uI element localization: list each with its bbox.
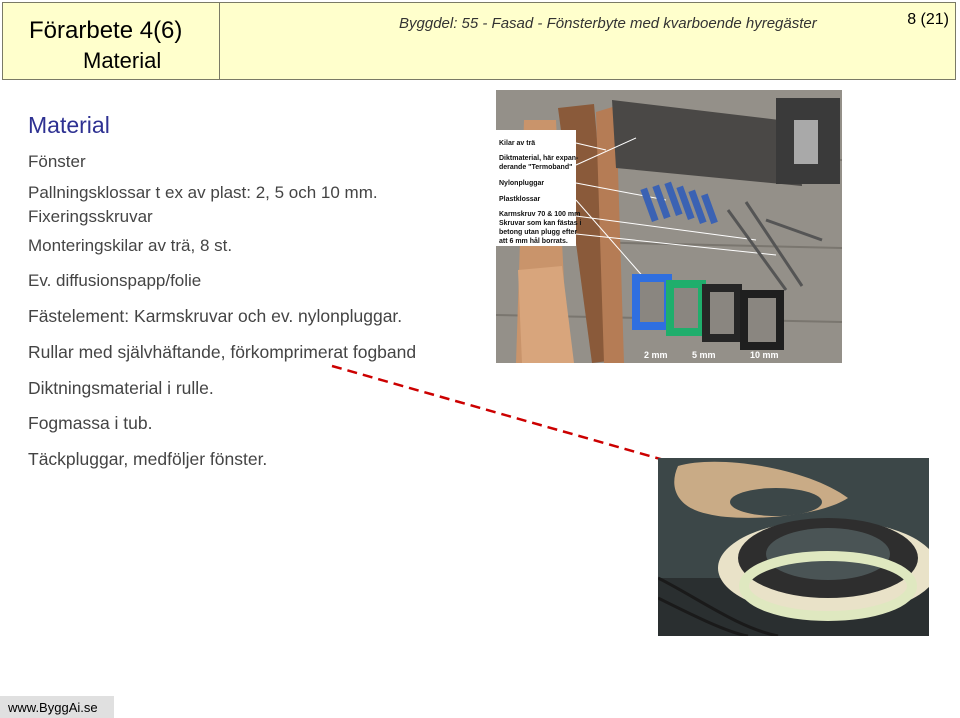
photo-label: att 6 mm hål borrats. (499, 238, 568, 245)
size-label: 5 mm (692, 350, 716, 360)
header-title: Förarbete 4(6) (29, 17, 183, 44)
size-label: 10 mm (750, 350, 779, 360)
text-line: Diktningsmaterial i rulle. (28, 378, 214, 398)
section-title: Material (28, 112, 110, 138)
text-line: Fogmassa i tub. (28, 413, 153, 433)
photo-label: Plastklossar (499, 196, 541, 203)
header-subtitle-title: Material (83, 48, 162, 73)
text-line: Fönster (28, 152, 86, 171)
size-label: 2 mm (644, 350, 668, 360)
page-number: 8 (21) (907, 11, 949, 28)
text-line: Fixeringsskruvar (28, 207, 153, 226)
photo-label: Karmskruv 70 & 100 mm (499, 211, 581, 218)
footer-url: www.ByggAi.se (8, 700, 98, 715)
text-line: Monteringskilar av trä, 8 st. (28, 236, 233, 255)
photo-label: derande "Termoband" (499, 164, 573, 171)
text-line: Täckpluggar, medföljer fönster. (28, 449, 268, 469)
photo-label: betong utan plugg efter (499, 229, 578, 236)
photo-label: Kilar av trä (499, 140, 536, 147)
photo-label: Skruvar som kan fästas i (499, 220, 582, 227)
text-line: Pallningsklossar t ex av plast: 2, 5 och 10 mm. (28, 183, 378, 202)
text-line: Ev. diffusionspapp/folie (28, 271, 202, 290)
footer-badge (0, 696, 114, 718)
header-building-part: Byggdel: 55 - Fasad - Fönsterbyte med kvarboende hyregäster (399, 15, 817, 32)
text-line: Rullar med självhäftande, förkomprimerat fogband (28, 342, 417, 362)
photo-label: Nylonpluggar (499, 180, 545, 187)
tape-rolls-photo (658, 458, 929, 636)
photo-label: Diktmaterial, här expan- (499, 155, 579, 162)
text-line: Fästelement: Karmskruvar och ev. nylonpluggar. (28, 306, 403, 326)
